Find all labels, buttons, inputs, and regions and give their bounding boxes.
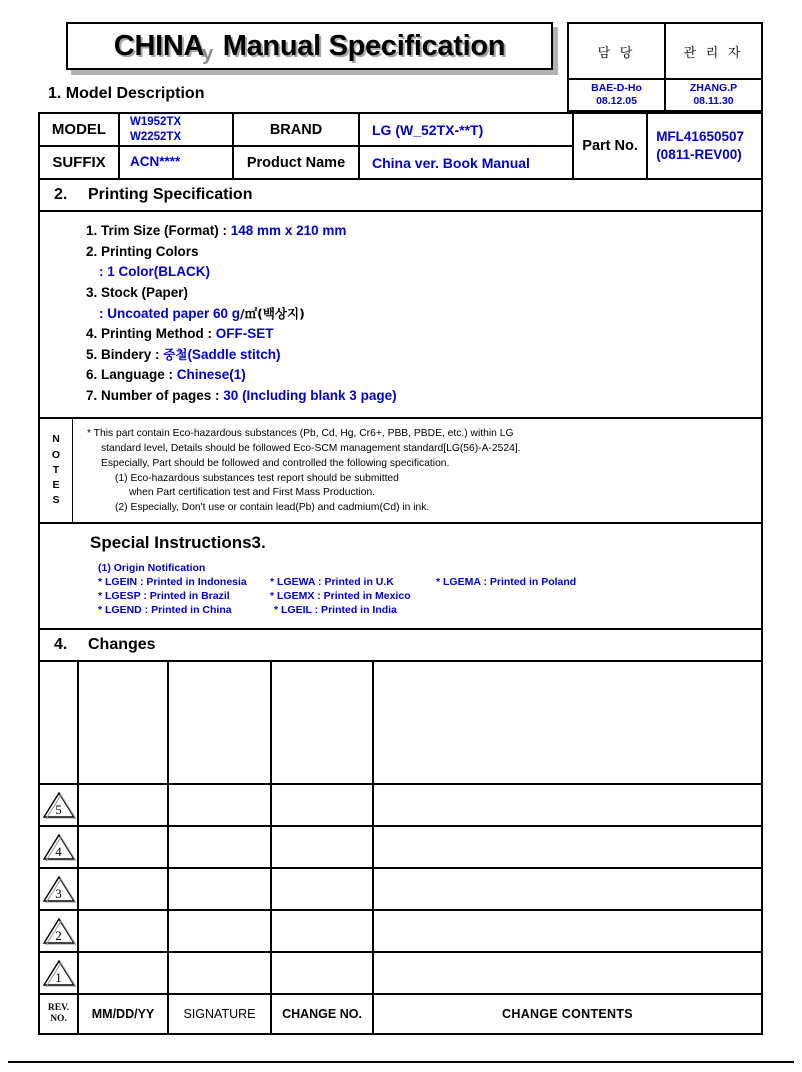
revision-triangle-icon xyxy=(42,875,76,903)
spec-item-label: 6. Language : xyxy=(86,367,177,383)
column-header-signature: SIGNATURE xyxy=(169,995,272,1033)
column-header-change-no: CHANGE NO. xyxy=(272,995,374,1033)
part-no-group xyxy=(572,114,761,180)
document-title-box xyxy=(66,22,553,70)
spec-item xyxy=(86,304,761,325)
part-no-value-line2: (0811-REV00) xyxy=(656,147,742,162)
special-instructions-title: Special Instructions3. xyxy=(90,533,266,553)
spec-item-label: : xyxy=(99,264,108,280)
table-row-revision xyxy=(40,785,761,827)
brand-label: BRAND xyxy=(234,114,360,145)
spec-item-label: : xyxy=(99,305,108,321)
notes-line: standard level, Details should be followed Eco-SCM management standard[LG(56)-A-2524]. xyxy=(101,442,521,454)
revision-number: 5 xyxy=(55,802,62,818)
revision-signature-cell[interactable] xyxy=(169,827,272,867)
spec-item xyxy=(86,386,761,407)
table-row-revision xyxy=(40,827,761,869)
revision-number: 2 xyxy=(55,928,62,944)
origin-row xyxy=(40,588,761,602)
origin-cell: * LGEND : Printed in China xyxy=(98,604,232,617)
table-row-model xyxy=(40,114,572,147)
product-name-value: China ver. Book Manual xyxy=(372,154,530,171)
notes-label xyxy=(40,419,73,523)
approval-signer-manager xyxy=(664,80,761,110)
revision-change-no-cell[interactable] xyxy=(272,953,374,993)
special-instructions-section xyxy=(40,524,761,630)
model-left-group xyxy=(40,114,572,180)
notes-letter: S xyxy=(52,494,60,507)
revision-marker-cell xyxy=(40,827,79,867)
approver-date: 08.11.30 xyxy=(693,95,734,107)
revision-contents-cell[interactable] xyxy=(374,785,761,825)
spec-item xyxy=(86,345,761,366)
spec-item xyxy=(86,283,761,304)
notes-section xyxy=(40,419,761,525)
revision-triangle-icon xyxy=(42,791,76,819)
table-row-suffix xyxy=(40,147,572,180)
table-row-revision xyxy=(40,911,761,953)
spec-item-value: OFF-SET xyxy=(215,326,274,342)
spec-item xyxy=(86,221,761,242)
approval-header-charge: 담 당 xyxy=(597,44,636,60)
spec-item-label: 4. Printing Method : xyxy=(86,326,216,342)
origin-cell: * LGEWA : Printed in U.K xyxy=(270,576,394,589)
origin-cell xyxy=(436,590,616,602)
revision-date-cell[interactable] xyxy=(79,911,169,951)
origin-cell: * LGEMX : Printed in Mexico xyxy=(270,590,411,603)
suffix-label: SUFFIX xyxy=(40,147,120,178)
revision-marker-cell xyxy=(40,785,79,825)
page-bottom-rule xyxy=(8,1061,794,1063)
origin-cell: * LGEIL : Printed in India xyxy=(274,604,397,617)
model-label: MODEL xyxy=(40,114,120,145)
revision-signature-cell[interactable] xyxy=(169,785,272,825)
approval-header-row xyxy=(567,22,763,78)
notes-letter: N xyxy=(52,433,60,446)
revision-number: 4 xyxy=(55,844,62,860)
notes-line: (2) Especially, Don't use or contain lead(Pb) and cadmium(Cd) in ink. xyxy=(115,502,430,514)
printing-specification-list xyxy=(40,212,761,419)
spec-item-label: 2. Printing Colors xyxy=(86,243,199,259)
column-header-date: MM/DD/YY xyxy=(79,995,169,1033)
notes-line: (1) Eco-hazardous substances test report should be submitted xyxy=(115,472,399,484)
revision-signature-cell[interactable] xyxy=(169,911,272,951)
column-header-rev-no xyxy=(40,995,79,1033)
part-no-label: Part No. xyxy=(574,114,648,178)
changes-blank-row xyxy=(40,662,761,785)
approval-signer-charge xyxy=(569,80,664,110)
rev-no-line2: NO. xyxy=(50,1014,67,1025)
title-subscript: y xyxy=(202,42,213,65)
origin-cell: * LGESP : Printed in Brazil xyxy=(98,590,230,603)
changes-table-header xyxy=(40,995,761,1033)
spec-item-value: 중철 xyxy=(163,346,188,362)
approval-signer-row xyxy=(567,78,763,112)
spec-item xyxy=(86,262,761,283)
notes-letter: T xyxy=(52,463,60,476)
part-no-value xyxy=(648,114,761,178)
spec-item-tail: (백상지) xyxy=(257,305,305,321)
origin-cell xyxy=(436,604,616,616)
revision-contents-cell[interactable] xyxy=(374,911,761,951)
notes-letter: O xyxy=(51,448,61,461)
spec-item-label: 1. Trim Size (Format) : xyxy=(86,223,231,238)
revision-contents-cell[interactable] xyxy=(374,869,761,909)
spec-item xyxy=(86,365,761,386)
changes-number-cell[interactable] xyxy=(272,662,374,783)
model-value-2: W2252TX xyxy=(130,130,182,143)
revision-triangle-icon xyxy=(42,833,76,861)
spec-item-label: 3. Stock (Paper) xyxy=(86,284,189,300)
spec-item-value: Uncoated paper 60 g xyxy=(107,305,241,321)
spec-item-label: 5. Bindery : xyxy=(86,346,164,362)
column-header-change-contents: CHANGE CONTENTS xyxy=(502,1007,633,1022)
revision-signature-cell[interactable] xyxy=(169,953,272,993)
section-2-heading: Printing Specification xyxy=(88,186,253,203)
revision-change-no-cell[interactable] xyxy=(272,785,374,825)
origin-notification-subtitle: (1) Origin Notification xyxy=(98,562,206,575)
revision-marker-cell xyxy=(40,953,79,993)
notes-line: * This part contain Eco-hazardous substances (Pb, Cd, Hg, Cr6+, PBB, PBDE, etc.) within LG xyxy=(87,427,514,439)
revision-marker-cell xyxy=(40,911,79,951)
spec-item-tail: (Saddle stitch) xyxy=(187,346,281,362)
section-1-caption: 1. Model Description xyxy=(48,85,205,102)
revision-contents-cell[interactable] xyxy=(374,953,761,993)
revision-date-cell[interactable] xyxy=(79,827,169,867)
suffix-value: ACN**** xyxy=(120,147,234,178)
origin-row xyxy=(40,574,761,588)
spec-item-value: 1 Color(BLACK) xyxy=(107,264,210,280)
title-suffix: Manual Specification xyxy=(222,29,506,62)
spec-item-value: 148 mm x 210 mm xyxy=(230,223,347,238)
origin-cell: * LGEMA : Printed in Poland xyxy=(436,576,577,589)
table-row-revision xyxy=(40,953,761,995)
spec-item-value: 30 xyxy=(223,388,239,404)
model-description-block xyxy=(40,114,765,180)
approver-name: BAE-D-Ho xyxy=(591,81,642,94)
origin-row xyxy=(40,602,761,616)
rev-no-line1: REV. xyxy=(47,1002,70,1013)
approver-name: ZHANG.P xyxy=(689,81,738,94)
spec-item-label: 7. Number of pages : xyxy=(86,388,224,404)
spec-item-tail: (1) xyxy=(229,367,246,383)
changes-signature-cell[interactable] xyxy=(169,662,272,783)
brand-value: LG (W_52TX-**T) xyxy=(372,121,484,138)
changes-contents-cell[interactable] xyxy=(374,662,761,783)
notes-line: Especially, Part should be followed and controlled the following specification. xyxy=(101,457,450,469)
revision-date-cell[interactable] xyxy=(79,869,169,909)
section-2-number: 2. xyxy=(54,186,68,203)
revision-triangle-icon xyxy=(42,917,76,945)
model-value xyxy=(120,114,234,145)
main-table xyxy=(38,112,763,1035)
revision-date-cell[interactable] xyxy=(79,953,169,993)
revision-triangle-icon xyxy=(42,959,76,987)
revision-date-cell[interactable] xyxy=(79,785,169,825)
approver-date: 08.12.05 xyxy=(596,95,637,107)
revision-marker-cell xyxy=(40,869,79,909)
product-name-label: Product Name xyxy=(234,147,360,178)
changes-date-cell[interactable] xyxy=(79,662,169,783)
spec-item-value: Chinese xyxy=(176,367,230,383)
notes-body xyxy=(73,419,761,523)
section-4-header xyxy=(40,630,761,662)
section-2-header xyxy=(40,180,761,212)
approval-header-manager: 관 리 자 xyxy=(664,24,761,78)
revision-change-no-cell[interactable] xyxy=(272,827,374,867)
section-4-number: 4. xyxy=(54,636,68,654)
model-value-1: W1952TX xyxy=(130,116,182,129)
table-row-revision xyxy=(40,869,761,911)
revision-change-no-cell[interactable] xyxy=(272,911,374,951)
revision-signature-cell[interactable] xyxy=(169,869,272,909)
section-4-heading: Changes xyxy=(88,636,156,654)
page-title xyxy=(114,30,505,63)
notes-letter: E xyxy=(52,479,60,492)
spec-item-tail: (Including blank 3 page) xyxy=(238,388,397,404)
title-prefix: CHINA xyxy=(113,29,205,62)
revision-contents-cell[interactable] xyxy=(374,827,761,867)
spec-item-unit: /㎡ xyxy=(240,305,258,321)
origin-cell: * LGEIN : Printed in Indonesia xyxy=(98,576,247,589)
revision-number: 1 xyxy=(55,970,62,986)
spec-item xyxy=(86,324,761,345)
spec-item xyxy=(86,242,761,263)
notes-line: when Part certification test and First Mass Production. xyxy=(129,487,376,499)
revision-change-no-cell[interactable] xyxy=(272,869,374,909)
part-no-value-line1: MFL41650507 xyxy=(656,129,744,145)
changes-rev-cell[interactable] xyxy=(40,662,79,783)
revision-number: 3 xyxy=(55,886,62,902)
